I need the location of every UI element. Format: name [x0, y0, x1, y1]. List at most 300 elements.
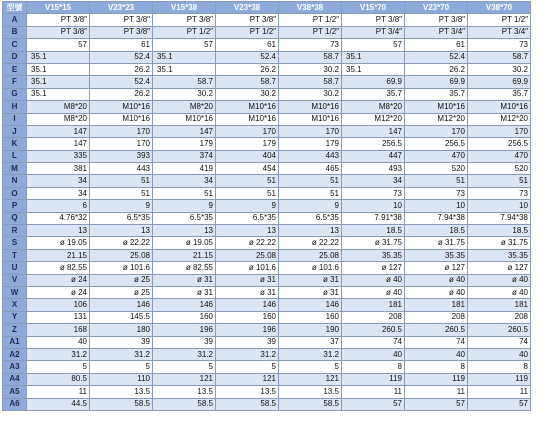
- table-cell: [405, 225, 468, 237]
- table-cell: [153, 348, 216, 360]
- table-cell: [153, 225, 216, 237]
- table-cell: [27, 237, 90, 249]
- table-cell: [468, 336, 531, 348]
- cell-right-text: PT 3/8″: [60, 27, 87, 37]
- table-cell: [279, 150, 342, 162]
- table-row: [3, 386, 531, 398]
- row-label: T: [3, 249, 27, 261]
- table-cell: [342, 225, 405, 237]
- table-cell: [468, 175, 531, 187]
- cell-right-text: 18.5: [386, 225, 402, 235]
- cell-right-text: 160: [199, 312, 213, 322]
- table-cell: [468, 212, 531, 224]
- table-cell: [342, 88, 405, 100]
- cell-right-text: ø 40: [511, 287, 528, 297]
- cell-right-text: ø 31.75: [437, 238, 465, 248]
- row-label: S: [3, 237, 27, 249]
- table-cell: [405, 138, 468, 150]
- table-cell: [216, 286, 279, 298]
- row-label: D: [3, 51, 27, 63]
- table-cell: [153, 150, 216, 162]
- table-row: [3, 14, 531, 26]
- column-header: V23*38: [216, 2, 279, 14]
- table-cell: [90, 150, 153, 162]
- cell-right-text: 35.35: [507, 250, 528, 260]
- cell-right-text: 119: [389, 374, 402, 384]
- cell-right-text: 147: [388, 126, 402, 136]
- table-cell: [279, 138, 342, 150]
- row-label: L: [3, 150, 27, 162]
- table-cell: [216, 262, 279, 274]
- table-cell: [405, 212, 468, 224]
- cell-right-text: M10*16: [311, 101, 339, 111]
- table-cell: [342, 274, 405, 286]
- cell-right-text: ø 127: [381, 262, 402, 272]
- cell-right-text: ø 40: [511, 275, 528, 285]
- cell-right-text: 13: [204, 225, 213, 235]
- cell-right-text: 30.2: [197, 89, 213, 99]
- cell-right-text: 121: [325, 374, 339, 384]
- cell-right-text: PT 1/2″: [501, 15, 528, 25]
- cell-right-text: 52.4: [260, 52, 276, 62]
- cell-right-text: 52.4: [449, 52, 465, 62]
- cell-right-text: 106: [73, 300, 87, 310]
- cell-right-text: 40: [456, 349, 465, 359]
- table-cell: [342, 63, 405, 75]
- table-cell: [90, 311, 153, 323]
- cell-right-text: 170: [325, 126, 339, 136]
- table-cell: [27, 348, 90, 360]
- cell-right-text: 39: [141, 337, 150, 347]
- table-cell: [279, 175, 342, 187]
- table-cell: [468, 225, 531, 237]
- cell-right-text: 31.2: [260, 349, 276, 359]
- cell-right-text: 26.2: [134, 64, 150, 74]
- table-cell: [90, 286, 153, 298]
- table-cell: [342, 348, 405, 360]
- cell-right-text: 58.7: [197, 77, 213, 87]
- table-cell: [216, 237, 279, 249]
- cell-right-text: 7.94*38: [500, 213, 528, 223]
- cell-right-text: 31.2: [197, 349, 213, 359]
- cell-right-text: 196: [262, 324, 276, 334]
- cell-right-text: 58.7: [323, 77, 339, 87]
- table-cell: [153, 373, 216, 385]
- cell-right-text: 9: [334, 200, 339, 210]
- table-row: [3, 51, 531, 63]
- cell-right-text: M12*20: [437, 114, 465, 124]
- table-cell: [153, 163, 216, 175]
- cell-right-text: PT 3/8″: [123, 27, 150, 37]
- cell-right-text: 443: [325, 151, 339, 161]
- cell-right-text: 5: [334, 362, 339, 372]
- cell-right-text: 40: [519, 349, 528, 359]
- cell-left-text: 35.1: [31, 64, 47, 74]
- cell-right-text: ø 31.75: [374, 238, 402, 248]
- cell-right-text: 37: [330, 337, 339, 347]
- table-cell: [279, 299, 342, 311]
- cell-right-text: 34: [78, 188, 87, 198]
- table-cell: [216, 150, 279, 162]
- row-label: F: [3, 76, 27, 88]
- table-cell: [468, 348, 531, 360]
- row-label: A5: [3, 386, 27, 398]
- cell-right-text: 51: [267, 176, 276, 186]
- cell-right-text: 61: [267, 39, 276, 49]
- table-cell: [216, 125, 279, 137]
- cell-right-text: 13: [267, 225, 276, 235]
- cell-right-text: 146: [325, 300, 339, 310]
- cell-right-text: 9: [208, 200, 213, 210]
- row-label: N: [3, 175, 27, 187]
- cell-right-text: 393: [136, 151, 150, 161]
- table-cell: [216, 324, 279, 336]
- table-cell: [279, 39, 342, 51]
- cell-right-text: ø 31: [259, 275, 276, 285]
- cell-right-text: 69.9: [512, 77, 528, 87]
- table-cell: [27, 88, 90, 100]
- cell-right-text: 40: [393, 349, 402, 359]
- row-label: X: [3, 299, 27, 311]
- cell-right-text: ø 101.6: [248, 262, 276, 272]
- table-row: [3, 26, 531, 38]
- table-cell: [468, 398, 531, 410]
- cell-right-text: 6.5*35: [126, 213, 150, 223]
- cell-right-text: 13.5: [323, 386, 339, 396]
- table-row: [3, 39, 531, 51]
- cell-right-text: 21.15: [66, 250, 87, 260]
- table-body: [3, 14, 531, 411]
- row-label: J: [3, 125, 27, 137]
- cell-right-text: 73: [519, 39, 528, 49]
- cell-right-text: M10*16: [311, 114, 339, 124]
- table-cell: [216, 373, 279, 385]
- cell-right-text: M12*20: [500, 114, 528, 124]
- cell-right-text: 51: [456, 176, 465, 186]
- table-cell: [468, 26, 531, 38]
- table-cell: [90, 51, 153, 63]
- table-cell: [468, 274, 531, 286]
- table-cell: [279, 113, 342, 125]
- table-cell: [468, 373, 531, 385]
- row-label: A4: [3, 373, 27, 385]
- table-cell: [405, 200, 468, 212]
- cell-right-text: PT 1/2″: [312, 15, 339, 25]
- cell-right-text: 208: [388, 312, 402, 322]
- cell-right-text: 208: [451, 312, 465, 322]
- table-cell: [468, 101, 531, 113]
- column-header: V23*70: [405, 2, 468, 14]
- table-cell: [279, 187, 342, 199]
- table-cell: [27, 274, 90, 286]
- table-cell: [279, 262, 342, 274]
- cell-right-text: PT 1/2″: [312, 27, 339, 37]
- table-cell: [279, 76, 342, 88]
- table-cell: [279, 286, 342, 298]
- table-cell: [342, 187, 405, 199]
- cell-right-text: 26.2: [449, 64, 465, 74]
- table-cell: [27, 398, 90, 410]
- cell-right-text: 196: [199, 324, 213, 334]
- cell-right-text: M10*16: [185, 114, 213, 124]
- cell-right-text: 5: [82, 362, 87, 372]
- table-cell: [279, 274, 342, 286]
- table-cell: [90, 26, 153, 38]
- table-row: [3, 373, 531, 385]
- table-cell: [153, 324, 216, 336]
- cell-left-text: 35.1: [31, 52, 47, 62]
- cell-right-text: 9: [271, 200, 276, 210]
- table-cell: [468, 88, 531, 100]
- row-label: B: [3, 26, 27, 38]
- cell-right-text: PT 3/8″: [60, 15, 87, 25]
- cell-right-text: 11: [393, 386, 402, 396]
- cell-right-text: ø 31: [322, 275, 339, 285]
- cell-right-text: 61: [141, 39, 150, 49]
- table-cell: [468, 138, 531, 150]
- table-cell: [27, 386, 90, 398]
- table-cell: [90, 88, 153, 100]
- cell-right-text: ø 40: [385, 287, 402, 297]
- table-cell: [27, 225, 90, 237]
- table-cell: [90, 398, 153, 410]
- table-row: [3, 212, 531, 224]
- cell-right-text: 121: [262, 374, 276, 384]
- cell-right-text: ø 25: [133, 287, 150, 297]
- table-cell: [342, 101, 405, 113]
- table-cell: [27, 175, 90, 187]
- cell-right-text: 520: [451, 163, 465, 173]
- table-cell: [468, 187, 531, 199]
- cell-right-text: 260.5: [444, 324, 465, 334]
- table-cell: [342, 262, 405, 274]
- table-cell: [153, 26, 216, 38]
- row-label: Q: [3, 212, 27, 224]
- cell-right-text: 208: [514, 312, 528, 322]
- table-cell: [279, 63, 342, 75]
- table-cell: [405, 324, 468, 336]
- table-cell: [342, 311, 405, 323]
- row-label: U: [3, 262, 27, 274]
- row-label: A3: [3, 361, 27, 373]
- table-cell: [342, 361, 405, 373]
- table-cell: [216, 274, 279, 286]
- cell-right-text: PT 1/2″: [186, 27, 213, 37]
- cell-left-text: 35.1: [31, 77, 47, 87]
- cell-right-text: 13.5: [134, 386, 150, 396]
- row-label: A: [3, 14, 27, 26]
- table-row: [3, 336, 531, 348]
- table-cell: [468, 113, 531, 125]
- cell-right-text: 470: [451, 151, 465, 161]
- table-cell: [216, 113, 279, 125]
- cell-right-text: 443: [136, 163, 150, 173]
- cell-left-text: 35.1: [346, 64, 362, 74]
- cell-right-text: 58.7: [323, 52, 339, 62]
- cell-right-text: 147: [73, 126, 87, 136]
- table-cell: [27, 311, 90, 323]
- table-cell: [342, 125, 405, 137]
- cell-right-text: ø 82.55: [185, 262, 213, 272]
- table-row: [3, 262, 531, 274]
- table-cell: [216, 187, 279, 199]
- table-cell: [342, 163, 405, 175]
- table-cell: [279, 14, 342, 26]
- cell-right-text: ø 127: [444, 262, 465, 272]
- table-cell: [90, 324, 153, 336]
- table-cell: [216, 200, 279, 212]
- table-cell: [468, 163, 531, 175]
- table-row: [3, 88, 531, 100]
- table-cell: [405, 249, 468, 261]
- cell-right-text: 35.35: [444, 250, 465, 260]
- cell-right-text: 168: [73, 324, 87, 334]
- cell-right-text: 57: [456, 399, 465, 409]
- table-cell: [27, 324, 90, 336]
- table-cell: [27, 336, 90, 348]
- cell-right-text: 52.4: [134, 52, 150, 62]
- cell-right-text: 146: [136, 300, 150, 310]
- table-cell: [342, 175, 405, 187]
- table-cell: [90, 200, 153, 212]
- cell-right-text: 35.35: [381, 250, 402, 260]
- cell-right-text: M10*16: [248, 114, 276, 124]
- cell-right-text: 40: [78, 337, 87, 347]
- cell-right-text: 170: [136, 138, 150, 148]
- table-cell: [342, 138, 405, 150]
- table-cell: [279, 311, 342, 323]
- cell-right-text: ø 22.22: [311, 238, 339, 248]
- cell-right-text: 31.2: [134, 349, 150, 359]
- cell-left-text: 35.1: [157, 64, 173, 74]
- cell-right-text: 25.08: [255, 250, 276, 260]
- cell-right-text: 179: [325, 138, 339, 148]
- cell-right-text: 57: [393, 399, 402, 409]
- table-row: [3, 274, 531, 286]
- cell-right-text: ø 25: [133, 275, 150, 285]
- table-cell: [153, 286, 216, 298]
- table-cell: [405, 26, 468, 38]
- row-label: Y: [3, 311, 27, 323]
- table-cell: [342, 324, 405, 336]
- column-header: V38*38: [279, 2, 342, 14]
- table-cell: [468, 262, 531, 274]
- table-cell: [27, 262, 90, 274]
- cell-right-text: 119: [515, 374, 528, 384]
- table-cell: [90, 373, 153, 385]
- cell-right-text: 51: [204, 188, 213, 198]
- cell-right-text: 5: [145, 362, 150, 372]
- cell-right-text: 5: [208, 362, 213, 372]
- table-cell: [468, 150, 531, 162]
- cell-right-text: 30.2: [512, 64, 528, 74]
- table-cell: [153, 125, 216, 137]
- table-cell: [279, 200, 342, 212]
- cell-right-text: ø 40: [385, 275, 402, 285]
- table-cell: [405, 113, 468, 125]
- cell-right-text: 465: [325, 163, 339, 173]
- cell-right-text: ø 31: [259, 287, 276, 297]
- table-cell: [153, 200, 216, 212]
- cell-right-text: ø 40: [448, 275, 465, 285]
- table-cell: [468, 286, 531, 298]
- table-cell: [27, 286, 90, 298]
- cell-right-text: PT 3/8″: [186, 15, 213, 25]
- table-cell: [405, 150, 468, 162]
- cell-right-text: 110: [137, 374, 150, 384]
- table-cell: [342, 14, 405, 26]
- cell-right-text: 9: [145, 200, 150, 210]
- table-cell: [405, 63, 468, 75]
- cell-right-text: 73: [393, 188, 402, 198]
- cell-right-text: 146: [199, 300, 213, 310]
- table-cell: [342, 212, 405, 224]
- column-header: V15*38: [153, 2, 216, 14]
- cell-right-text: 51: [141, 176, 150, 186]
- cell-right-text: 21.15: [192, 250, 213, 260]
- cell-right-text: PT 3/8″: [123, 15, 150, 25]
- row-label: W: [3, 286, 27, 298]
- table-cell: [405, 39, 468, 51]
- table-cell: [27, 163, 90, 175]
- cell-right-text: M12*20: [374, 114, 402, 124]
- cell-right-text: 57: [204, 39, 213, 49]
- table-row: [3, 175, 531, 187]
- table-cell: [405, 14, 468, 26]
- cell-right-text: 57: [78, 39, 87, 49]
- cell-right-text: 381: [73, 163, 87, 173]
- table-cell: [90, 225, 153, 237]
- table-cell: [279, 336, 342, 348]
- cell-right-text: 34: [393, 176, 402, 186]
- cell-right-text: 6.5*35: [315, 213, 339, 223]
- cell-right-text: 11: [78, 386, 87, 396]
- table-cell: [216, 88, 279, 100]
- table-cell: [153, 212, 216, 224]
- table-cell: [216, 336, 279, 348]
- table-row: [3, 138, 531, 150]
- cell-right-text: 404: [262, 151, 276, 161]
- table-cell: [405, 76, 468, 88]
- table-cell: [405, 187, 468, 199]
- table-cell: [27, 113, 90, 125]
- table-cell: [468, 249, 531, 261]
- cell-right-text: 181: [514, 300, 528, 310]
- cell-right-text: 447: [388, 151, 402, 161]
- cell-right-text: 180: [136, 324, 150, 334]
- cell-right-text: 13.5: [260, 386, 276, 396]
- row-label: C: [3, 39, 27, 51]
- cell-right-text: 145.5: [129, 312, 150, 322]
- spec-table: [2, 1, 531, 411]
- table-cell: [90, 187, 153, 199]
- cell-right-text: M8*20: [63, 101, 87, 111]
- cell-right-text: 74: [519, 337, 528, 347]
- row-label: A2: [3, 348, 27, 360]
- cell-right-text: 52.4: [134, 77, 150, 87]
- table-cell: [27, 200, 90, 212]
- cell-right-text: 170: [514, 126, 528, 136]
- table-cell: [279, 249, 342, 261]
- table-cell: [405, 274, 468, 286]
- column-header: V15*70: [342, 2, 405, 14]
- cell-right-text: ø 24: [70, 275, 87, 285]
- table-cell: [342, 76, 405, 88]
- table-cell: [279, 88, 342, 100]
- cell-right-text: 335: [73, 151, 87, 161]
- table-cell: [216, 39, 279, 51]
- cell-right-text: 170: [451, 126, 465, 136]
